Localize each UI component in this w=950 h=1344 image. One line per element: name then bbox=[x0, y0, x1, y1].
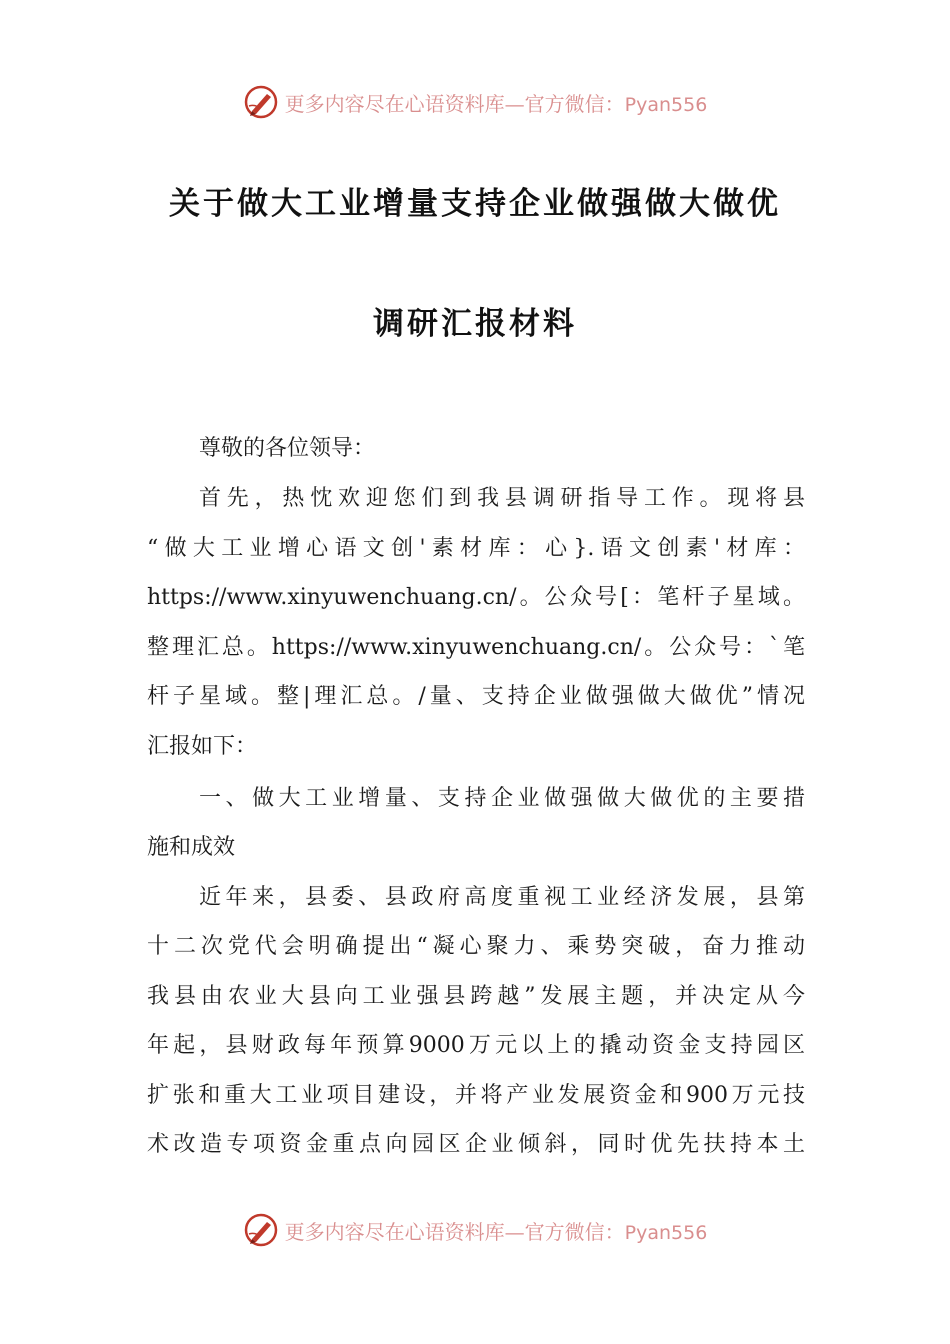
paragraph-line: 我县由农业大县向工业强县跨越”发展主题，并决定从今 bbox=[147, 984, 805, 1009]
section-heading: 一、做大工业增量、支持企业做强做大做优的主要措 bbox=[199, 786, 805, 811]
document-title-line2: 调研汇报材料 bbox=[373, 306, 577, 342]
paragraph-line: 十二次党代会明确提出“凝心聚力、乘势突破，奋力推动 bbox=[147, 934, 805, 959]
wechat-id: Pyan556 bbox=[624, 1221, 708, 1244]
paragraph-line: 术改造专项资金重点向园区企业倾斜，同时优先扶持本土 bbox=[147, 1132, 805, 1157]
pen-logo-icon bbox=[243, 84, 279, 120]
paragraph-line: 近年来，县委、县政府高度重视工业经济发展，县第 bbox=[199, 885, 805, 910]
paragraph-line: 年起，县财政每年预算9000万元以上的撬动资金支持园区 bbox=[147, 1033, 805, 1058]
wechat-id: Pyan556 bbox=[624, 93, 708, 116]
section-heading: 施和成效 bbox=[147, 835, 236, 860]
banner-text: 更多内容尽在心语资料库—官方微信：Pyan556 bbox=[284, 1219, 708, 1244]
paragraph-line: “做大工业增心语文创'素材库：心}.语文创素'材库： bbox=[147, 536, 805, 561]
salutation: 尊敬的各位领导： bbox=[199, 436, 376, 461]
paragraph-line: 汇报如下： bbox=[147, 734, 258, 759]
pen-logo-icon bbox=[243, 1212, 279, 1248]
paragraph-line: https://www.xinyuwenchuang.cn/。公众号[：笔杆子星域。 bbox=[147, 585, 805, 610]
paragraph-line: 杆子星域。整|理汇总。/量、支持企业做强做大做优”情况 bbox=[147, 684, 805, 709]
document-title-line1: 关于做大工业增量支持企业做强做大做优 bbox=[169, 186, 781, 222]
paragraph-line: 扩张和重大工业项目建设，并将产业发展资金和900万元技 bbox=[147, 1083, 805, 1108]
paragraph-line: 首先，热忱欢迎您们到我县调研指导工作。现将县 bbox=[199, 486, 805, 511]
footer-banner bbox=[0, 1210, 950, 1250]
header-banner bbox=[0, 82, 950, 122]
banner-text: 更多内容尽在心语资料库—官方微信：Pyan556 bbox=[284, 91, 708, 116]
paragraph-line: 整理汇总。https://www.xinyuwenchuang.cn/。公众号：`笔 bbox=[147, 635, 805, 660]
